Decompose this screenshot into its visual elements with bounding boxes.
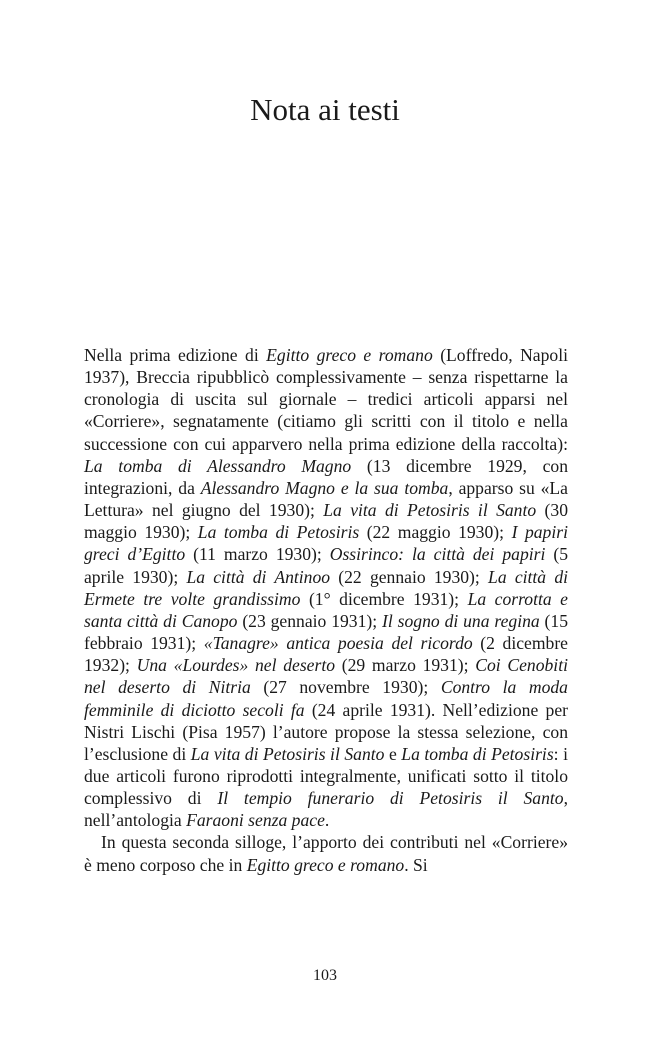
italic-title: Ossirinco: la città dei papiri xyxy=(329,544,546,565)
page-number: 103 xyxy=(313,967,337,984)
italic-title: Coi Cenobiti nel deserto di Nitria xyxy=(84,655,568,698)
text-run: (Loffredo, Napoli 1937), Breccia ripubblicò complessivamente – senza rispettarne la cronologia di uscita sul giornale – tredici articoli apparsi nel «Corriere», segnatamente (citiamo gli scritti con il titolo e nella successione con cui apparvero nella prima edizione della raccolta): xyxy=(84,345,568,454)
text-run: , nell’antologia xyxy=(84,788,568,831)
paragraph xyxy=(84,831,568,875)
text-run: Nella prima edizione di xyxy=(84,345,267,365)
italic-title: La vita di Petosiris il Santo xyxy=(323,500,537,521)
text-run: (24 aprile 1931). Nell’edizione per Nistri Lischi (Pisa 1957) l’autore propose la stessa selezione, con l’esclusione di xyxy=(84,699,568,764)
italic-title: Contro la moda femminile di diciotto secoli fa xyxy=(84,677,568,720)
text-run: (5 aprile 1930); xyxy=(84,544,569,587)
text-run: , apparso su «La Lettura» nel giugno del 1930); xyxy=(84,477,568,521)
text-run: (15 febbraio 1931); xyxy=(84,610,568,654)
text-run: . Si xyxy=(404,854,428,875)
text-run: (22 gennaio 1930); xyxy=(330,566,489,587)
italic-title: Faraoni senza pace xyxy=(186,810,325,831)
italic-title: La tomba di Alessandro Magno xyxy=(84,455,352,476)
italic-title: Egitto greco e romano xyxy=(246,854,405,875)
italic-title: Il sogno di una regina xyxy=(382,610,540,631)
text-run: . xyxy=(324,810,330,831)
text-run: e xyxy=(384,743,402,764)
text-run: (23 gennaio 1931); xyxy=(237,610,383,631)
text-run: (30 maggio 1930); xyxy=(84,500,568,543)
italic-title: «Tanagre» antica poesia del ricordo xyxy=(203,633,473,654)
page-title: Nota ai testi xyxy=(250,92,400,127)
text-run: (1° dicembre 1931); xyxy=(300,588,468,609)
text-run: (13 dicembre 1929, con integrazioni, da xyxy=(84,455,568,498)
text-run: (27 novembre 1930); xyxy=(250,677,441,698)
text-run: (11 marzo 1930); xyxy=(185,544,330,565)
italic-title: La città di Ermete tre volte grandissimo xyxy=(84,566,569,609)
italic-title: La città di Antinoo xyxy=(186,566,331,587)
italic-title: La vita di Petosiris il Santo xyxy=(190,743,385,764)
text-run: In questa seconda silloge, l’apporto dei contributi nel «Corriere» è meno corposo che in xyxy=(84,832,568,875)
text-run: : i due articoli furono riprodotti integralmente, unificati sotto il titolo complessivo di xyxy=(84,743,568,809)
italic-title: Il tempio funerario di Petosiris il Santo xyxy=(217,788,564,809)
italic-title: La corrotta e santa città di Canopo xyxy=(84,588,568,631)
body-text xyxy=(84,344,568,876)
paragraph xyxy=(84,344,568,831)
text-run: (29 marzo 1931); xyxy=(335,655,476,676)
italic-title: Una «Lourdes» nel deserto xyxy=(136,655,336,676)
text-run: (22 maggio 1930); xyxy=(359,522,512,543)
italic-title: La tomba di Petosiris xyxy=(197,522,360,543)
italic-title: I papiri greci d’Egitto xyxy=(84,522,568,565)
text-run: (2 dicembre 1932); xyxy=(84,633,568,676)
italic-title: Egitto greco e romano xyxy=(266,345,433,365)
italic-title: La tomba di Petosiris xyxy=(401,743,554,764)
italic-title: Alessandro Magno e la sua tomba xyxy=(200,477,449,498)
